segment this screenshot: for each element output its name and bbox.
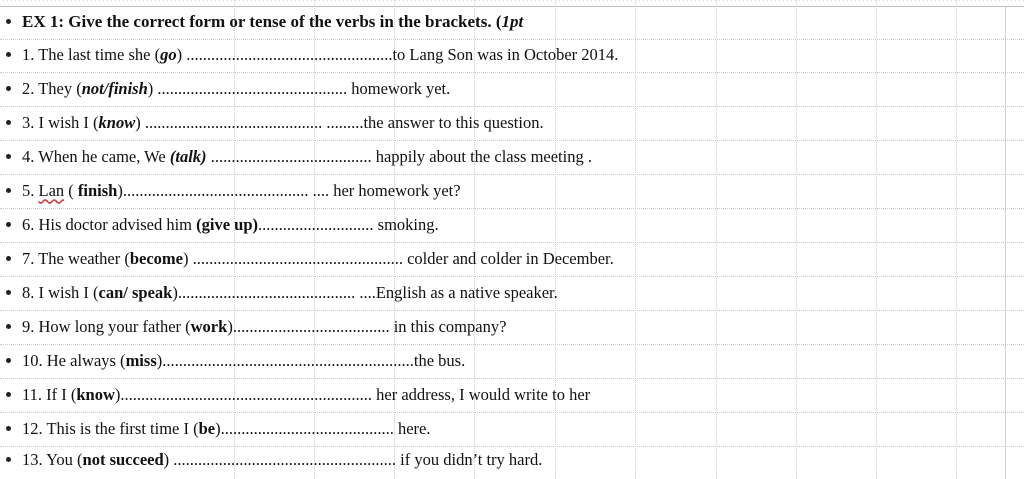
answer-blank[interactable]: ...................................................... [173,449,401,469]
exercise-item: 6. His doctor advised him (give up)............................ smoking. [0,208,1000,241]
answer-blank[interactable]: ...................................... [232,316,394,336]
answer-blank[interactable]: .......................................... [220,418,398,438]
spellcheck-word: Lan [38,180,65,200]
verb-prompt: know [76,384,115,404]
bullet-icon [6,188,11,193]
title-text: EX 1: Give the correct form or tense of the verbs in the brackets. ( [22,11,502,31]
exercise-title-row [0,5,1000,38]
verb-prompt: not succeed [82,449,164,469]
answer-blank[interactable]: ........................................... ......... [144,112,364,132]
answer-blank[interactable]: .............................................. [157,78,352,98]
exercise-item: 7. The weather (become) ................................................... colder and colder in December. [0,242,1000,275]
bullet-icon [6,120,11,125]
exercise-title [22,12,523,32]
bullet-icon [6,52,11,57]
bullet-icon [6,86,11,91]
bullet-icon [6,324,11,329]
title-points: 1pt [501,11,524,31]
exercise-item: 10. He always (miss).............................................................the bus. [0,344,1000,377]
verb-prompt: (give up) [196,214,259,234]
verb-prompt: become [129,248,183,268]
bullet-icon [6,426,11,431]
verb-prompt: can/ speak [98,282,173,302]
answer-blank[interactable]: ............................................................. [120,384,377,404]
answer-blank[interactable]: ............................................. .... [122,180,334,200]
exercise-item: 4. When he came, We (talk) ....................................... happily about the class meeting . [0,140,1000,173]
exercise-item: 12. This is the first time I (be).......................................... here. [0,412,1000,445]
exercise-item: 13. You (not succeed) ...................................................... if you didn’t try hard. [0,443,1000,476]
verb-prompt: go [160,44,177,64]
bullet-icon [6,222,11,227]
answer-blank[interactable]: ........................................... .... [177,282,376,302]
verb-prompt: miss [125,350,157,370]
exercise-item: 5. Lan ( finish)............................................. .... her homework yet? [0,174,1000,207]
exercise-item: 1. The last time she (go) ..................................................to Lang Son was in October 2014. [0,38,1000,71]
bullet-icon [6,19,11,24]
answer-blank[interactable]: ............................ [258,214,374,234]
verb-prompt: know [98,112,136,132]
verb-prompt: not/finish [81,78,148,98]
bullet-icon [6,457,11,462]
exercise-item: 8. I wish I (can/ speak)........................................... ....English as a native speaker. [0,276,1000,309]
verb-prompt: (talk) [169,146,207,166]
verb-prompt: finish [77,180,118,200]
verb-prompt: work [190,316,228,336]
answer-blank[interactable]: ............................................................. [162,350,414,370]
bullet-icon [6,154,11,159]
bullet-icon [6,256,11,261]
exercise-item: 9. How long your father (work)...................................... in this company? [0,310,1000,343]
exercise-item: 2. They (not/finish) .............................................. homework yet. [0,72,1000,105]
exercise-item: 11. If I (know)............................................................. her address, I would write to her [0,378,1000,411]
bullet-icon [6,290,11,295]
bullet-icon [6,392,11,397]
exercise-item: 3. I wish I (know) ........................................... .........the answer to this question. [0,106,1000,139]
answer-blank[interactable]: .................................................. [186,44,393,64]
answer-blank[interactable]: ................................................... [192,248,408,268]
verb-prompt: be [198,418,216,438]
bullet-icon [6,358,11,363]
answer-blank[interactable]: ....................................... [210,146,376,166]
